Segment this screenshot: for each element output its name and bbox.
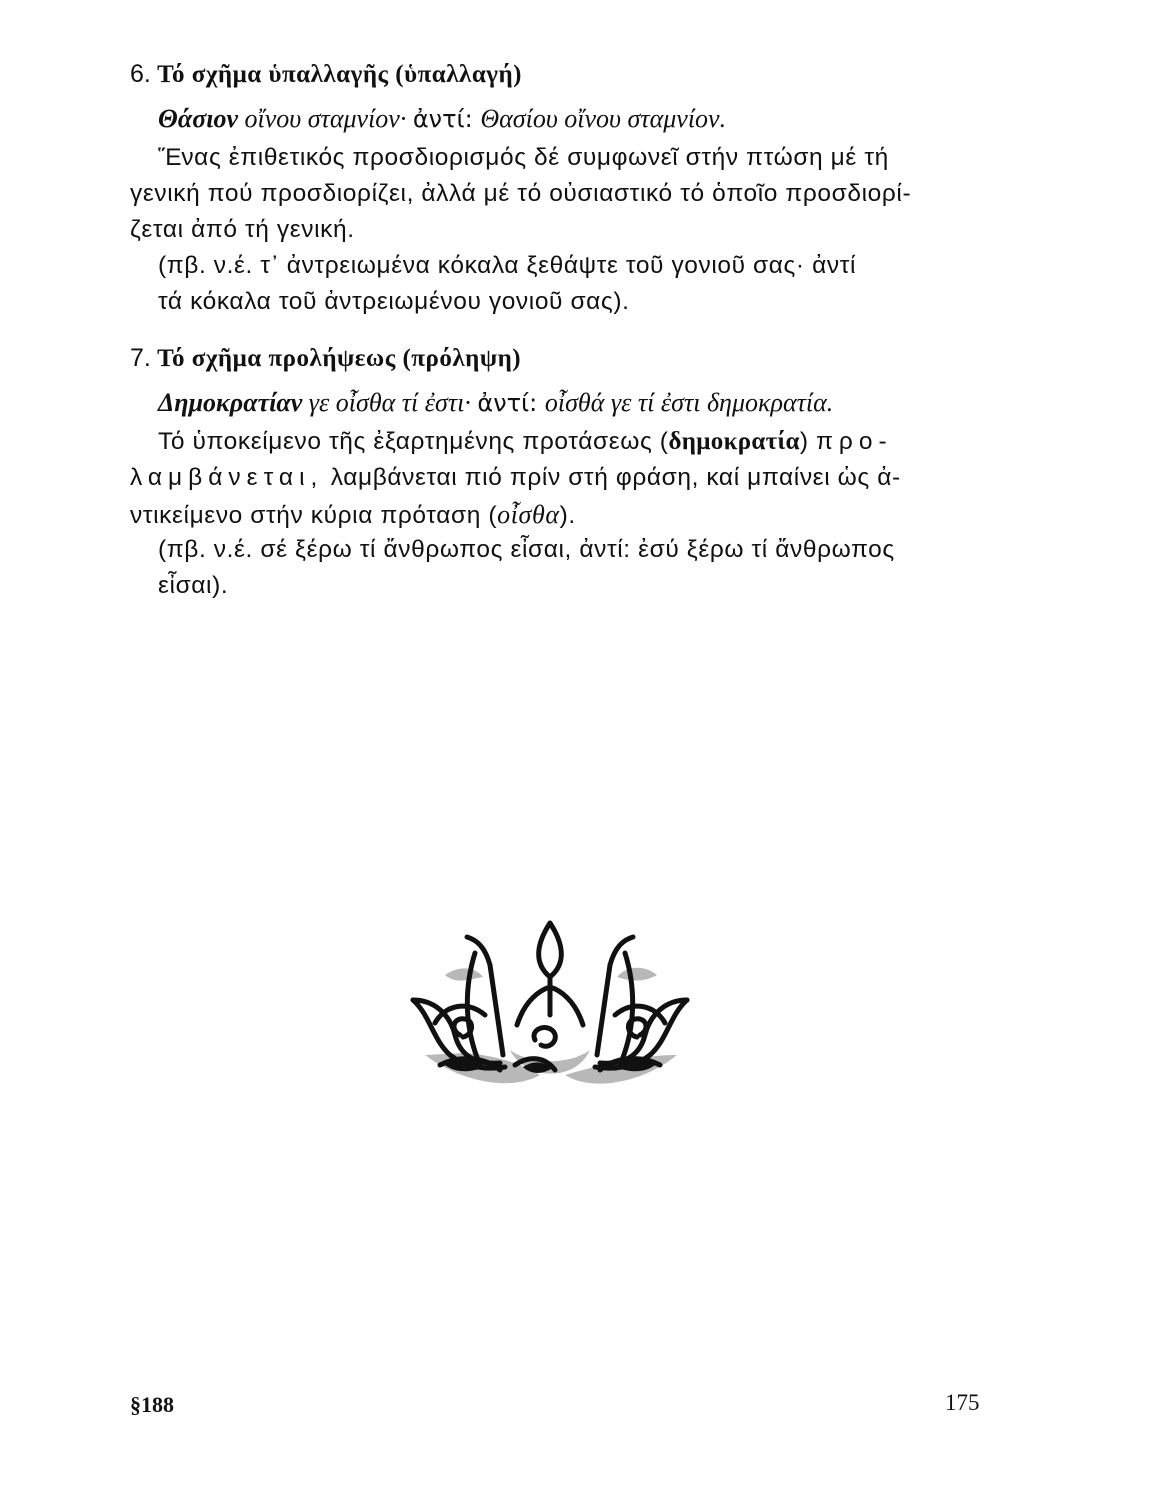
section-7-heading — [130, 344, 521, 373]
section-7-line-1-a: Τό ὑποκείμενο τῆς ἐξαρτημένης προτάσεως ( — [158, 428, 669, 455]
section-6-line-3: ζεται ἀπό τή γενική. — [130, 216, 355, 243]
page-number: 175 — [945, 1390, 980, 1415]
section-6-comparison-2: τά κόκαλα τοῦ ἀντρειωμένου γονιοῦ σας). — [158, 288, 630, 315]
section-7-line-1-b: ) — [799, 428, 816, 455]
section-6-example-correct: Θασίου οἴνου σταμνίον. — [480, 104, 727, 133]
section-7-comparison-1: (πβ. ν.έ. σέ ξέρω τί ἄνθρωπος εἶσαι, ἀντί: ἐσύ ξέρω τί ἄνθρωπος — [158, 536, 895, 563]
floral-tailpiece-icon — [405, 905, 695, 1105]
section-6-example-anti: ἀντί: — [412, 105, 481, 133]
section-7-example — [158, 388, 833, 418]
section-7-subject-term: δημοκρατία — [668, 428, 800, 455]
section-6-example-lead: Θάσιον — [158, 104, 239, 133]
section-6-line-2: γενική πού προσδιορίζει, ἀλλά μέ τό οὐσιαστικό τό ὁποῖο προσδιορί- — [130, 180, 912, 207]
section-7-line-2-rest: λαμβάνεται πιό πρίν στή φράση, καί μπαίνει ὡς ἀ- — [323, 464, 901, 491]
section-6-line-1: Ἕνας ἐπιθετικός προσδιορισμός δέ συμφωνεῖ στήν πτώση μέ τή — [158, 144, 889, 171]
section-7-line-2-spaced: λαμβάνεται, — [130, 464, 324, 491]
section-6-comparison-1: (πβ. ν.έ. τ᾽ ἀντρειωμένα κόκαλα ξεθάψτε τοῦ γονιοῦ σας· ἀντί — [158, 252, 857, 279]
section-7-example-correct: οἶσθά γε τί ἐστι δημοκρατία. — [544, 388, 834, 417]
section-6-title: Τό σχῆμα ὑπαλλαγῆς (ὑπαλλαγή) — [157, 61, 522, 88]
section-7-line-3-a: ντικείμενο στήν κύρια πρόταση ( — [130, 502, 498, 529]
section-7-title: Τό σχῆμα προλήψεως (πρόληψη) — [157, 345, 522, 372]
section-7-line-3-b: ). — [559, 502, 576, 529]
section-7-line-1-spaced: προ- — [816, 428, 893, 455]
section-reference: §188 — [130, 1392, 174, 1417]
section-6-example — [158, 104, 726, 134]
section-7-example-lead: Δημοκρατίαν — [158, 388, 303, 417]
section-6-number: 6. — [130, 60, 151, 88]
section-7-line-3 — [130, 500, 576, 530]
section-7-example-anti: ἀντί: — [477, 389, 545, 417]
section-7-number: 7. — [130, 344, 151, 372]
section-7-line-2 — [130, 464, 901, 492]
section-7-comparison-2: εἶσαι). — [158, 572, 229, 599]
section-6-example-rest: οἴνου σταμνίον· — [238, 104, 413, 133]
section-7-line-3-italic: οἶσθα — [497, 500, 560, 529]
section-7-line-1 — [158, 428, 893, 456]
section-7-example-rest: γε οἶσθα τί ἐστι· — [302, 388, 478, 417]
section-6-heading — [130, 60, 522, 89]
